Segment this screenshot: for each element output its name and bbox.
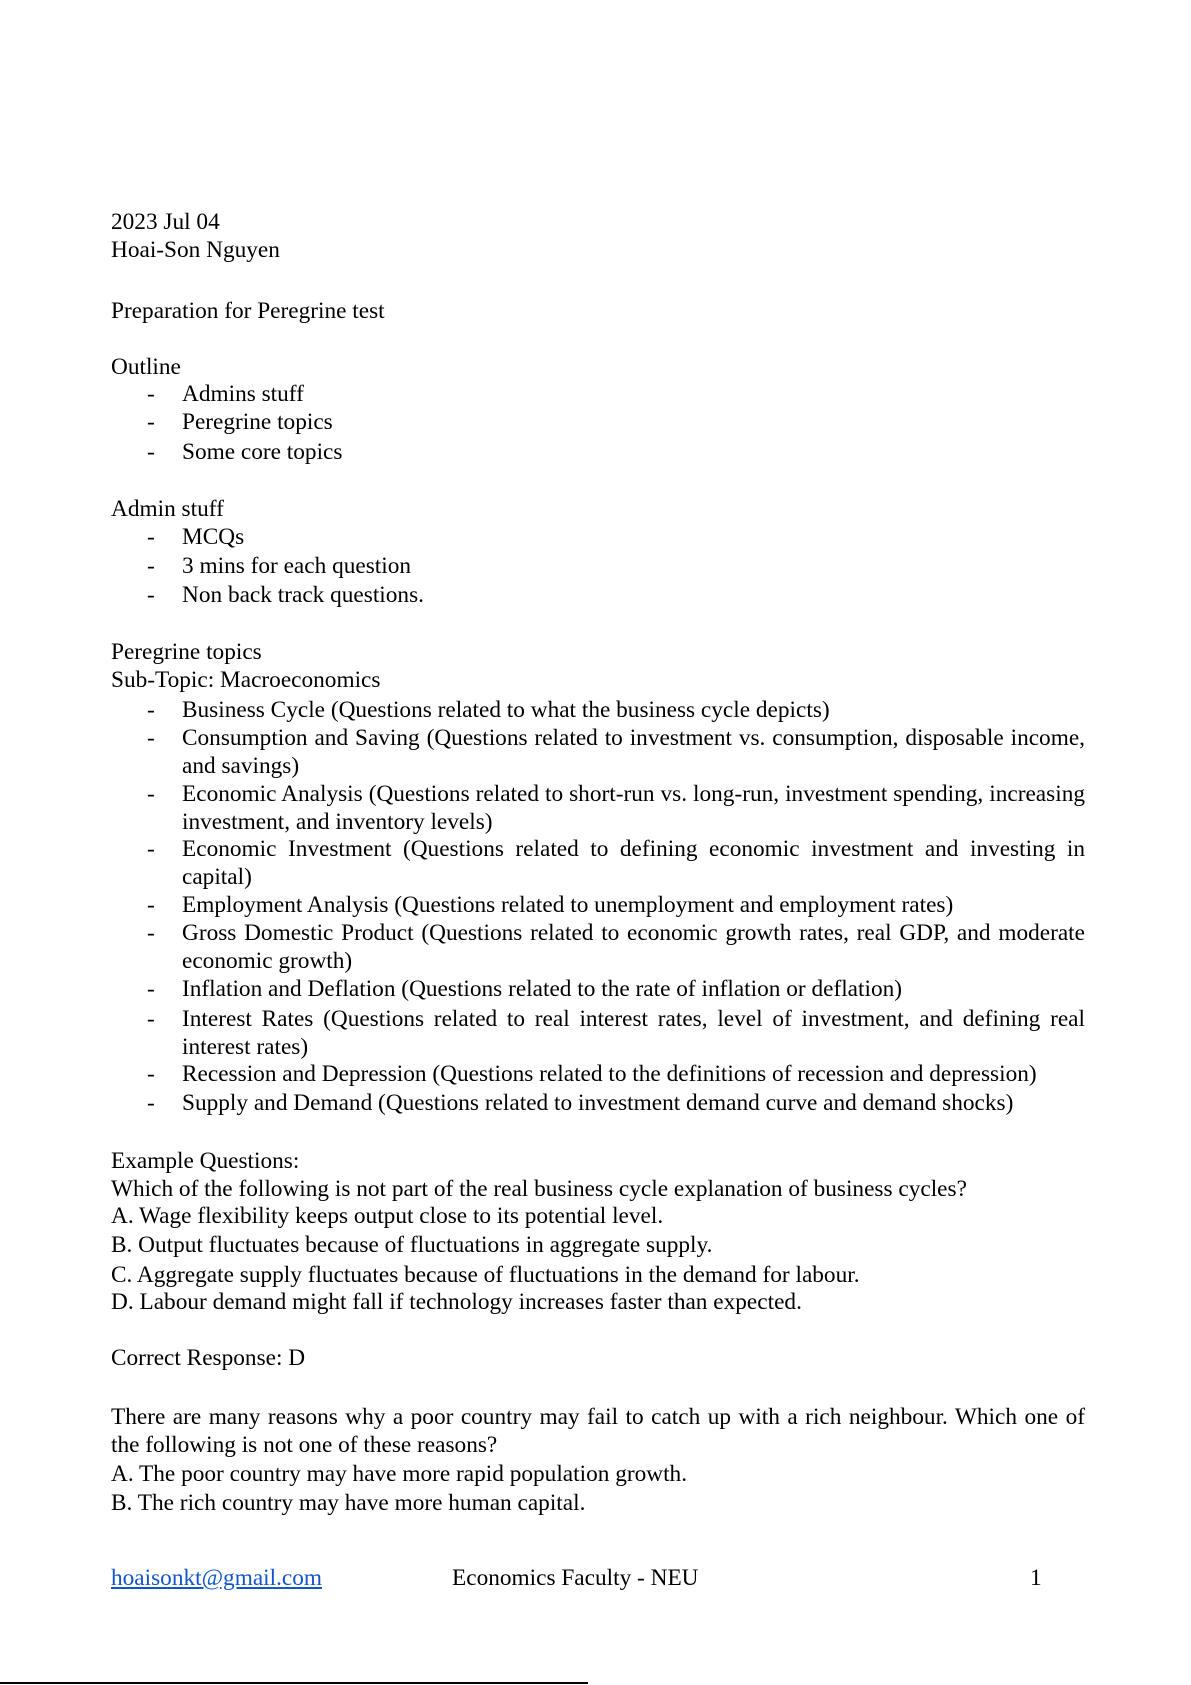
admin-heading: Admin stuff (111, 496, 224, 522)
list-item: - Some core topics (147, 439, 343, 465)
question-1-option-d: D. Labour demand might fall if technology increases faster than expected. (111, 1289, 802, 1315)
list-item: - Admins stuff (147, 381, 304, 407)
topic-item: - Inflation and Deflation (Questions related to the rate of inflation or deflation) (147, 976, 903, 1002)
topic-item: - Interest Rates (Questions related to real interest rates, level of investment, and defining real interest rates) (147, 1006, 1085, 1061)
topic-item: - Employment Analysis (Questions related to unemployment and employment rates) (147, 892, 954, 918)
email-link[interactable]: hoaisonkt@gmail.com (111, 1565, 323, 1591)
subtopic-label: Sub-Topic: Macroeconomics (111, 667, 381, 693)
document-date: 2023 Jul 04 (111, 209, 220, 235)
topic-item: - Economic Investment (Questions related to defining economic investment and investing in capital) (147, 836, 1085, 891)
question-2-option-b: B. The rich country may have more human capital. (111, 1490, 586, 1516)
question-1-answer: Correct Response: D (111, 1345, 306, 1371)
author-name: Hoai-Son Nguyen (111, 237, 280, 263)
footer-email-link[interactable] (111, 1563, 322, 1593)
topic-item: - Business Cycle (Questions related to what the business cycle depicts) (147, 697, 830, 723)
question-1-option-b: B. Output fluctuates because of fluctuations in aggregate supply. (111, 1232, 713, 1258)
list-item: - Peregrine topics (147, 409, 333, 435)
topic-item: - Economic Analysis (Questions related to short-run vs. long-run, investment spending, increasing investment, and inventory levels) (147, 781, 1085, 836)
question-2: There are many reasons why a poor country may fail to catch up with a rich neighbour. Which one of the following is not one of these reasons? (111, 1404, 1085, 1458)
topic-item: - Gross Domestic Product (Questions related to economic growth rates, real GDP, and moderate economic growth) (147, 920, 1085, 975)
peregrine-heading: Peregrine topics (111, 639, 262, 665)
list-item: - Non back track questions. (147, 582, 424, 608)
question-2-option-a: A. The poor country may have more rapid population growth. (111, 1461, 688, 1487)
question-1: Which of the following is not part of the real business cycle explanation of business cycles? (111, 1176, 967, 1202)
page-number: 1 (1030, 1565, 1042, 1591)
page-break-line (0, 1682, 588, 1684)
question-1-option-a: A. Wage flexibility keeps output close to its potential level. (111, 1203, 664, 1229)
question-1-option-c: C. Aggregate supply fluctuates because of fluctuations in the demand for labour. (111, 1262, 860, 1288)
topic-item: - Supply and Demand (Questions related to investment demand curve and demand shocks) (147, 1090, 1014, 1116)
list-item: - MCQs (147, 524, 245, 550)
examples-heading: Example Questions: (111, 1148, 300, 1174)
outline-heading: Outline (111, 354, 181, 380)
footer-center-text: Economics Faculty - NEU (452, 1565, 699, 1591)
document-title: Preparation for Peregrine test (111, 298, 385, 324)
topic-item: - Consumption and Saving (Questions related to investment vs. consumption, disposable income, and savings) (147, 725, 1085, 780)
list-item: - 3 mins for each question (147, 553, 412, 579)
topic-item: - Recession and Depression (Questions related to the definitions of recession and depression) (147, 1061, 1037, 1087)
